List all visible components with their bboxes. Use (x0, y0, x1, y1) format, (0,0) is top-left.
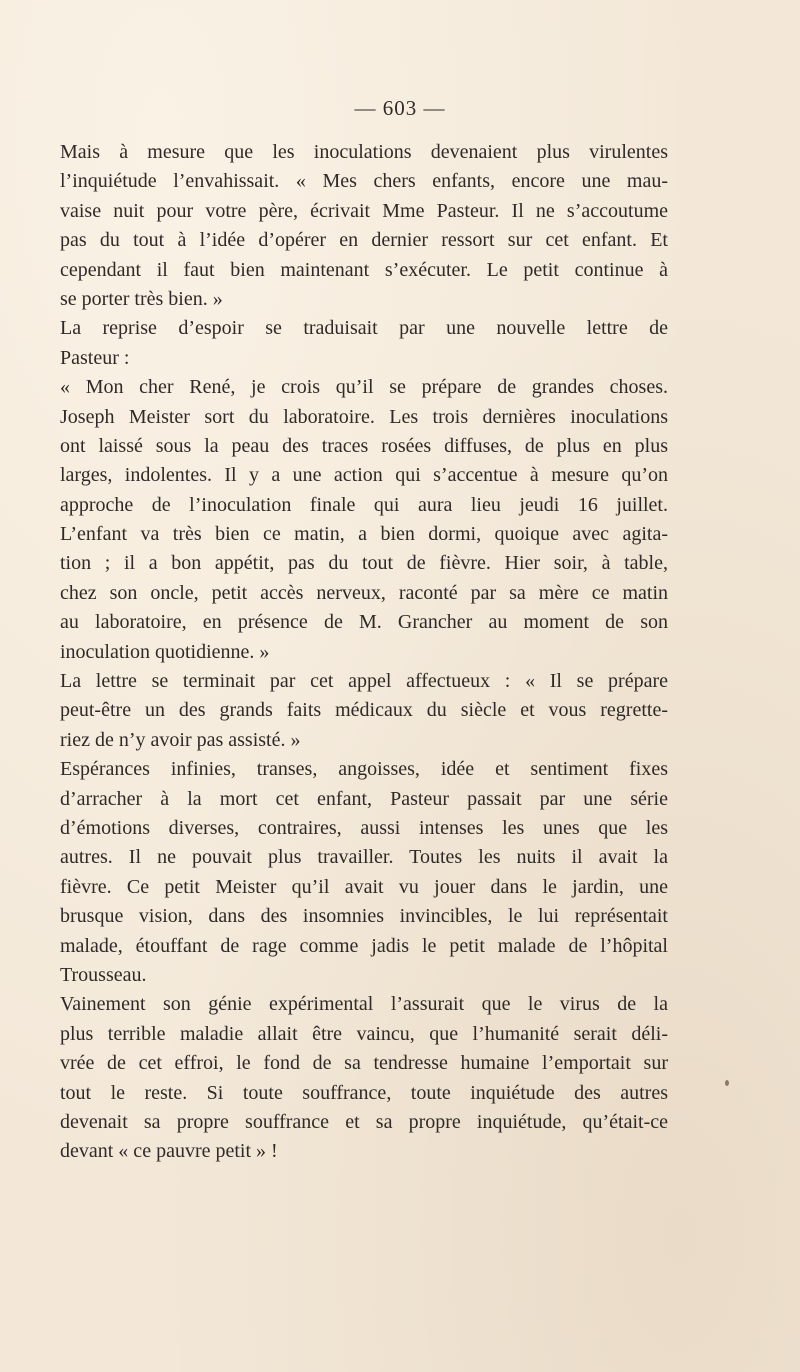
text-line: vrée de cet effroi, le fond de sa tendresse humaine l’emportait sur (60, 1052, 668, 1075)
text-line: pas du tout à l’idée d’opérer en dernier ressort sur cet enfant. Et (60, 229, 668, 252)
text-line: La lettre se terminait par cet appel affectueux : « Il se prépare (60, 670, 668, 693)
text-line: approche de l’inoculation finale qui aura lieu jeudi 16 juillet. (60, 493, 668, 516)
text-line: L’enfant va très bien ce matin, a bien dormi, quoique avec agita- (60, 523, 668, 546)
text-line: l’inquiétude l’envahissait. « Mes chers enfants, encore une mau- (60, 170, 668, 193)
text-line: riez de n’y avoir pas assisté. » (60, 728, 301, 751)
text-line: au laboratoire, en présence de M. Grancher au moment de son (60, 611, 668, 634)
text-line: La reprise d’espoir se traduisait par une nouvelle lettre de (60, 317, 668, 340)
page-number: — 603 — (354, 96, 446, 120)
text-line: chez son oncle, petit accès nerveux, raconté par sa mère ce matin (60, 581, 668, 604)
text-line: d’arracher à la mort cet enfant, Pasteur passait par une série (60, 787, 668, 810)
text-line: devant « ce pauvre petit » ! (60, 1140, 278, 1163)
text-line: Trousseau. (60, 963, 147, 986)
text-line: tion ; il a bon appétit, pas du tout de fièvre. Hier soir, à table, (60, 552, 668, 575)
text-line: fièvre. Ce petit Meister qu’il avait vu jouer dans le jardin, une (60, 875, 668, 898)
text-line: « Mon cher René, je crois qu’il se prépare de grandes choses. (60, 376, 668, 399)
text-line: Mais à mesure que les inoculations devenaient plus virulentes (60, 141, 668, 163)
text-line: autres. Il ne pouvait plus travailler. Toutes les nuits il avait la (60, 846, 668, 869)
text-line: tout le reste. Si toute souffrance, toute inquiétude des autres (60, 1081, 668, 1104)
text-line: malade, étouffant de rage comme jadis le petit malade de l’hôpital (60, 934, 668, 957)
paper-speck (725, 1080, 729, 1086)
text-line: Vainement son génie expérimental l’assurait que le virus de la (60, 993, 668, 1016)
text-line: Joseph Meister sort du laboratoire. Les trois dernières inoculations (60, 405, 668, 428)
text-line: vaise nuit pour votre père, écrivait Mme Pasteur. Il ne s’accoutume (60, 199, 668, 222)
body-text (60, 138, 668, 1167)
text-line: Pasteur : (60, 346, 130, 369)
text-line: devenait sa propre souffrance et sa propre inquiétude, qu’était-ce (60, 1110, 668, 1133)
text-line: inoculation quotidienne. » (60, 640, 270, 663)
text-line: se porter très bien. » (60, 287, 223, 310)
text-line: ont laissé sous la peau des traces rosées diffuses, de plus en plus (60, 434, 668, 457)
text-line: d’émotions diverses, contraires, aussi intenses les unes que les (60, 816, 668, 839)
text-line: peut-être un des grands faits médicaux du siècle et vous regrette- (60, 699, 668, 722)
text-line: Espérances infinies, transes, angoisses, idée et sentiment fixes (60, 758, 668, 781)
text-line: cependant il faut bien maintenant s’exécuter. Le petit continue à (60, 258, 668, 281)
text-line: larges, indolentes. Il y a une action qui s’accentue à mesure qu’on (60, 464, 668, 487)
text-line: brusque vision, dans des insomnies invincibles, le lui représentait (60, 905, 668, 928)
text-line: plus terrible maladie allait être vaincu, que l’humanité serait déli- (60, 1022, 668, 1045)
